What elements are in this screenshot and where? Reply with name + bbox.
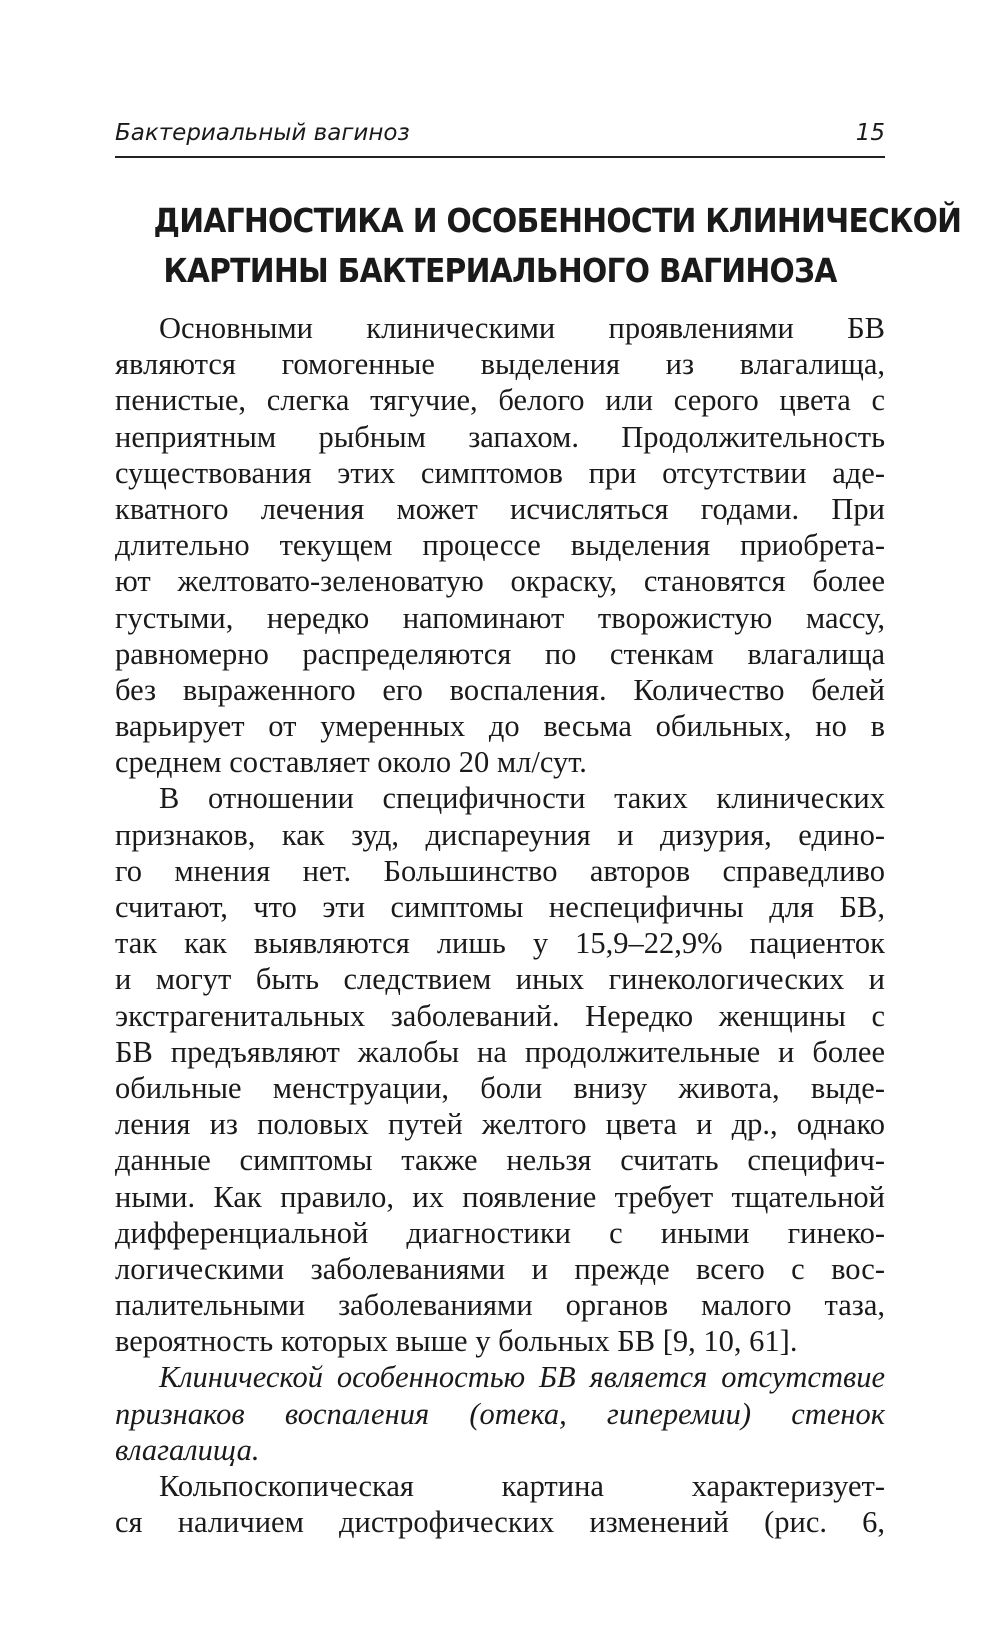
text-line: вероятность которых выше у больных БВ [9, 10, 61].	[115, 1324, 798, 1359]
text-line: являются гомогенные выделения из влагалища,	[115, 347, 885, 382]
text-line: кватного лечения может исчисляться годами. При	[115, 491, 885, 526]
text-line: данные симптомы также нельзя считать специфич-	[115, 1143, 885, 1178]
text-line: го мнения нет. Большинство авторов справедливо	[115, 853, 885, 888]
text-line: так как выявляются лишь у 15,9–22,9% пациенток	[115, 926, 885, 961]
chapter-title-line-1: ДИАГНОСТИКА И ОСОБЕННОСТИ КЛИНИЧЕСКОЙ	[153, 201, 962, 240]
text-line: В отношении специфичности таких клинических	[159, 781, 885, 816]
text-line: БВ предъявляют жалобы на продолжительные и более	[115, 1034, 885, 1069]
text-line: логическими заболеваниями и прежде всего с вос-	[115, 1251, 885, 1286]
text-line: ют желтовато-зеленоватую окраску, становятся более	[115, 564, 885, 599]
text-line: густыми, нередко напоминают творожистую массу,	[115, 600, 885, 635]
text-line: обильные менструации, боли внизу живота, выде-	[115, 1070, 885, 1105]
text-line: ления из половых путей желтого цвета и др., однако	[115, 1107, 885, 1142]
text-line: пенистые, слегка тягучие, белого или серого цвета с	[115, 383, 885, 418]
text-line: дифференциальной диагностики с иными гинеко-	[115, 1215, 885, 1250]
text-line: Основными клиническими проявлениями БВ	[159, 311, 885, 345]
text-line: равномерно распределяются по стенкам влагалища	[115, 636, 885, 671]
text-line: ся наличием дистрофических изменений (рис. 6,	[115, 1505, 885, 1540]
page-number: 15	[855, 120, 885, 146]
text-line: среднем составляет около 20 мл/сут.	[115, 745, 587, 780]
text-line: признаков, как зуд, диспареуния и дизурия, едино-	[115, 817, 885, 852]
text-line: Кольпоскопическая картина характеризует-	[159, 1469, 885, 1503]
text-line: считают, что эти симптомы неспецифичны для БВ,	[115, 890, 885, 924]
text-line: варьирует от умеренных до весьма обильных, но в	[115, 709, 885, 744]
chapter-title	[153, 196, 962, 296]
chapter-title-line-2: КАРТИНЫ БАКТЕРИАЛЬНОГО ВАГИНОЗА	[163, 251, 837, 290]
text-line-italic: Клинической особенностью БВ является отсутствие	[159, 1360, 885, 1395]
text-line: длительно текущем процессе выделения приобрета-	[115, 528, 885, 563]
running-title: Бактериальный вагиноз	[115, 120, 410, 146]
running-header	[115, 116, 885, 158]
text-line: экстрагенитальных заболеваний. Нередко женщины с	[115, 998, 885, 1033]
text-line-italic: влагалища.	[115, 1432, 260, 1467]
text-line-italic: признаков воспаления (отека, гиперемии) стенок	[115, 1396, 885, 1431]
text-line: ными. Как правило, их появление требует тщательной	[115, 1179, 885, 1214]
text-line: неприятным рыбным запахом. Продолжительность	[115, 419, 885, 454]
text-line: существования этих симптомов при отсутствии аде-	[115, 455, 885, 490]
text-line: палительными заболеваниями органов малого таза,	[115, 1288, 885, 1323]
body-text	[115, 310, 885, 1540]
text-line: без выраженного его воспаления. Количество белей	[115, 672, 885, 707]
text-line: и могут быть следствием иных гинекологических и	[115, 962, 885, 997]
